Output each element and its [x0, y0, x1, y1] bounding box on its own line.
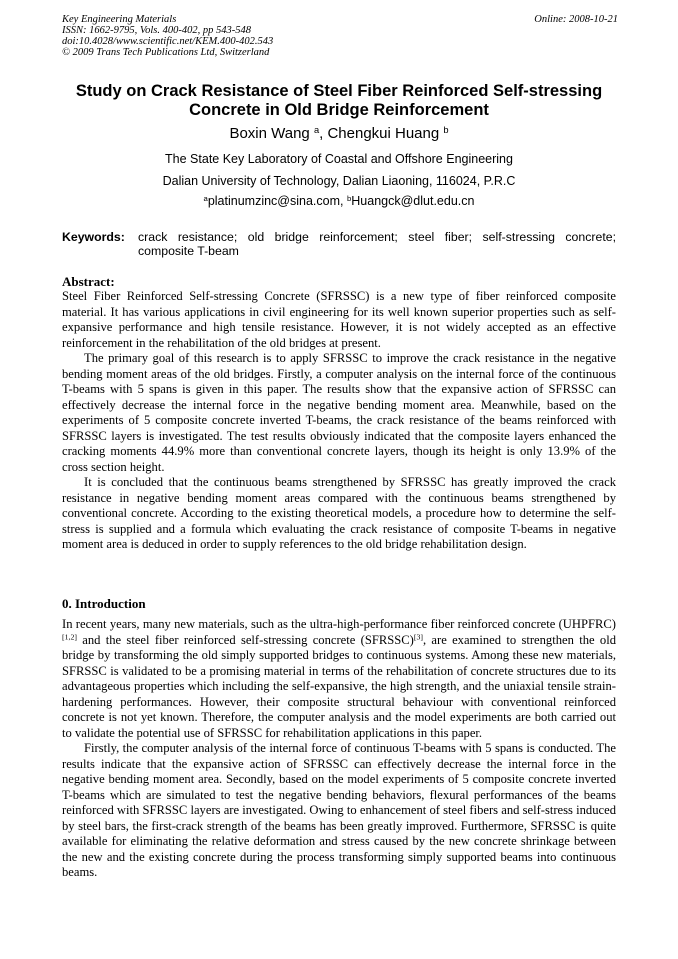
author-emails [62, 194, 616, 209]
introduction-heading: 0. Introduction [62, 596, 146, 611]
online-date: Online: 2008-10-21 [534, 14, 618, 25]
affiliation-line-2: Dalian University of Technology, Dalian Liaoning, 116024, P.R.C [162, 174, 516, 188]
introduction-body [62, 617, 616, 881]
copyright-line: © 2009 Trans Tech Publications Ltd, Switzerland [62, 47, 270, 58]
keywords-block [62, 230, 616, 258]
title-line-2: Concrete in Old Bridge Reinforcement [189, 101, 489, 119]
citation-3: [3] [413, 632, 423, 642]
abstract-heading: Abstract: [62, 274, 115, 289]
journal-header [62, 14, 618, 58]
author-2-affiliation-mark: b [443, 124, 449, 135]
keywords-label: Keywords: [62, 230, 125, 244]
doi-line: doi:10.4028/www.scientific.net/KEM.400-402.543 [62, 36, 274, 47]
issn-line: ISSN: 1662-9795, Vols. 400-402, pp 543-548 [62, 25, 251, 36]
email-b-mark: b [346, 193, 352, 203]
intro-text-part-3: , are examined to strengthen the old bridge by transforming the old simply supported bridges to continuous systems. Among these new materials, SFRSSC is validated to be a promising material in terms of the rehabilitation of concrete structures due to its advantageous properties which including the self-expansive, the high strength, and the uniaxial tensile strain-hardening performances. However, their composite structural behaviour with conventional reinforced concrete is not yet known. Therefore, the computer analysis and the model experiments are both carried out to validate the potential use of SFRSSC for rehabilitation applications in this paper. [62, 632, 616, 740]
title-line-1: Study on Crack Resistance of Steel Fiber Reinforced Self-stressing [75, 82, 603, 100]
abstract-paragraph-1: Steel Fiber Reinforced Self-stressing Concrete (SFRSSC) is a new type of fiber reinforced composite material. It has various applications in civil engineering for its well known superior properties such as self-expansive performance and high tensile resistance. However, it is not widely accepted as an effective reinforcement in the rehabilitation of the old bridges at present. [62, 289, 616, 350]
email-a-mark: a [203, 193, 208, 203]
journal-name: Key Engineering Materials [62, 14, 177, 25]
introduction-paragraph-2: Firstly, the computer analysis of the internal force of continuous T-beams with 5 spans is conducted. The results indicate that the expansive action of SFRSSC can effectively decrease the internal force in the negative bending moment area. Secondly, based on the model experiments of 5 composite concrete inverted T-beams which are simulated to test the negative bending behaviors, flexural performances of the beams reinforced with SFRSSC layers are investigated. Owing to enhancement of steel fibers and self-stress induced by steel bars, the first-crack strength of the beams has been greatly improved. Furthermore, SFRSSC is quite available for eliminating the relative deformation and stress caused by the new concrete shrinkage between the new and the existing concrete during the process transforming simply supported beams into continuous beams. [62, 741, 616, 879]
intro-text-part-1: In recent years, many new materials, such as the ultra-high-performance fiber reinforced concrete (UHPFRC) [62, 617, 616, 631]
introduction-paragraph-1 [62, 617, 616, 741]
keywords-text: crack resistance; old bridge reinforcement; steel fiber; self-stressing concrete; composite T-beam [138, 230, 616, 258]
abstract-paragraph-3: It is concluded that the continuous beams strengthened by SFRSSC has greatly improved the crack resistance in negative bending moment areas compared with the continuous beams strengthened by conventional concrete. According to the existing theoretical models, a procedure how to determine the self-stress is supplied and a formula which evaluating the crack resistance of composite T-beams in negative moment area is deduced in order to supply references to the old bridge rehabilitation design. [62, 475, 616, 551]
author-list [62, 125, 616, 143]
email-b: Huangck@dlut.edu.cn [351, 194, 475, 208]
abstract-body [62, 289, 616, 553]
abstract-paragraph-2: The primary goal of this research is to apply SFRSSC to improve the crack resistance in the negative bending moment areas of the old bridges. Firstly, a computer analysis on the internal force of the continuous T-beams with 5 spans is given in this paper. The results show that the expansive action of SFRSSC can effectively decrease the internal force in the negative bending moment area. Meanwhile, based on the experiments of 5 composite concrete inverted T-beams, the crack resistance of the beams reinforced with SFRSSC layers is investigated. The test results obviously indicated that the composite layers enhanced the cracking moments 44.9% more than conventional concrete layers, though its height is only 13.9% of the cross section height. [62, 351, 616, 474]
author-1-name: Boxin Wang [229, 125, 314, 142]
author-2-name: Chengkui Huang [327, 125, 444, 142]
citation-1-2: [1,2] [62, 632, 77, 642]
author-1-affiliation-mark: a [313, 124, 320, 135]
intro-text-part-2: and the steel fiber reinforced self-stressing concrete (SFRSSC) [76, 632, 414, 647]
paper-title [56, 82, 622, 120]
affiliation-line-1: The State Key Laboratory of Coastal and Offshore Engineering [165, 152, 513, 166]
email-a: platinumzinc@sina.com, [207, 194, 347, 208]
author-separator: , [319, 125, 328, 142]
